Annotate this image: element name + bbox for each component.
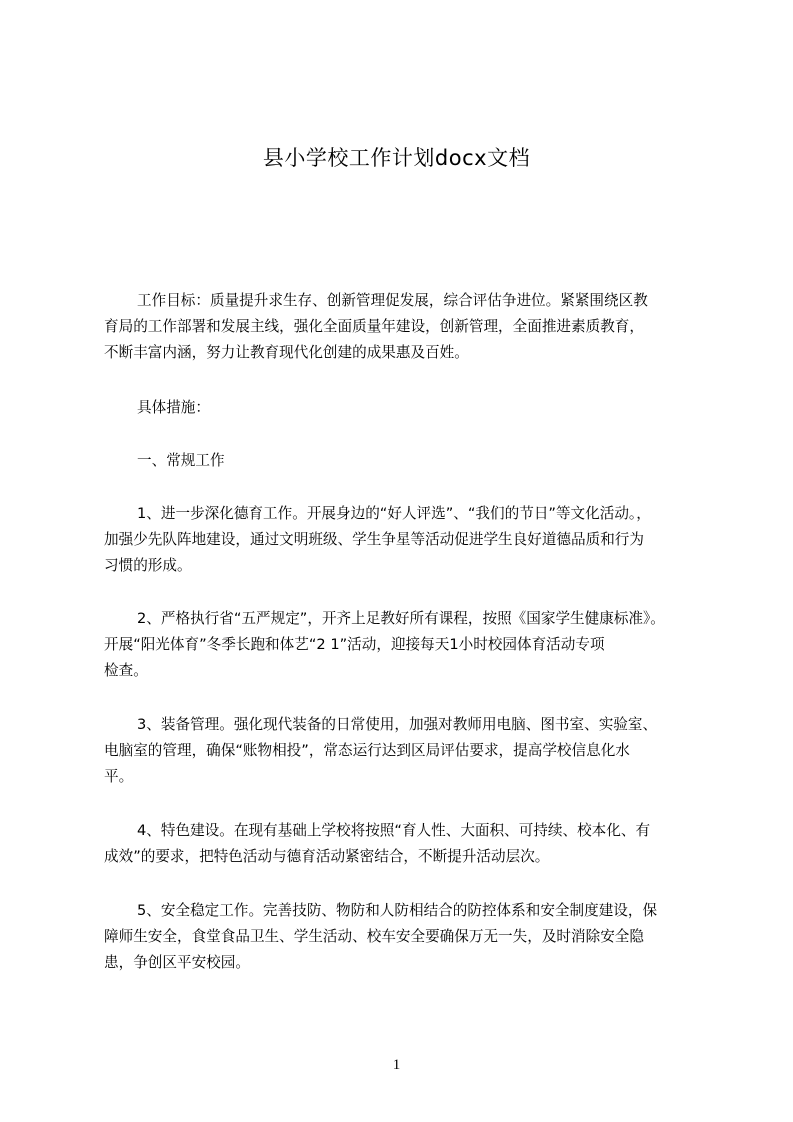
paragraph-line: 电脑室的管理，确保“账物相投”，常态运行达到区局评估要求，提高学校信息化水 [104, 742, 630, 759]
paragraph-line: 成效”的要求，把特色活动与德育活动紧密结合，不断提升活动层次。 [104, 848, 550, 865]
paragraph-line: 1、进一步深化德育工作。开展身边的“好人评选”、“我们的节日”等文化活动。， [137, 505, 651, 522]
paragraph-line: 4、特色建设。在现有基础上学校将按照“育人性、大面积、可持续、校本化、有 [137, 822, 651, 839]
paragraph-line: 不断丰富内涵，努力让教育现代化创建的成果惠及百姓。 [104, 344, 469, 361]
section-heading-routine-work [104, 448, 704, 474]
paragraph-line: 平。 [104, 768, 134, 785]
paragraph-item-3 [104, 712, 704, 790]
paragraph-line: 具体措施： [137, 399, 210, 416]
paragraph-line: 2、严格执行省“五严规定”，开齐上足教好所有课程，按照《国家学生健康标准》。 [137, 610, 665, 627]
paragraph-line: 5、安全稳定工作。完善技防、物防和人防相结合的防控体系和安全制度建设，保 [137, 902, 658, 919]
paragraph-line: 一、常规工作 [137, 452, 225, 469]
paragraph-line: 检查。 [104, 662, 148, 679]
paragraph-line: 障师生安全，食堂食品卫生、学生活动、校车安全要确保万无一失，及时消除安全隐 [104, 928, 644, 945]
paragraph-line: 加强少先队阵地建设，通过文明班级、学生争星等活动促进学生良好道德品质和行为 [104, 531, 644, 548]
paragraph-item-2 [104, 606, 704, 684]
page-number: 1 [392, 1057, 401, 1073]
paragraph-goals [104, 288, 704, 366]
paragraph-line: 育局的工作部署和发展主线，强化全面质量年建设，创新管理，全面推进素质教育， [104, 318, 644, 335]
paragraph-line: 工作目标：质量提升求生存、创新管理促发展，综合评估争进位。紧紧围绕区教 [137, 292, 648, 309]
paragraph-measures-heading [104, 395, 704, 421]
paragraph-line: 习惯的形成。 [104, 557, 192, 574]
paragraph-line: 开展“阳光体育”冬季长跑和体艺“2 1”活动，迎接每天1小时校园体育活动专项 [104, 636, 605, 653]
paragraph-item-4 [104, 818, 704, 870]
paragraph-item-1 [104, 501, 704, 579]
document-title: 县小学校工作计划docx文档 [262, 146, 531, 170]
paragraph-line: 患，争创区平安校园。 [104, 954, 250, 971]
paragraph-line: 3、装备管理。强化现代装备的日常使用，加强对教师用电脑、图书室、实验室、 [137, 716, 658, 733]
paragraph-item-5 [104, 898, 704, 976]
